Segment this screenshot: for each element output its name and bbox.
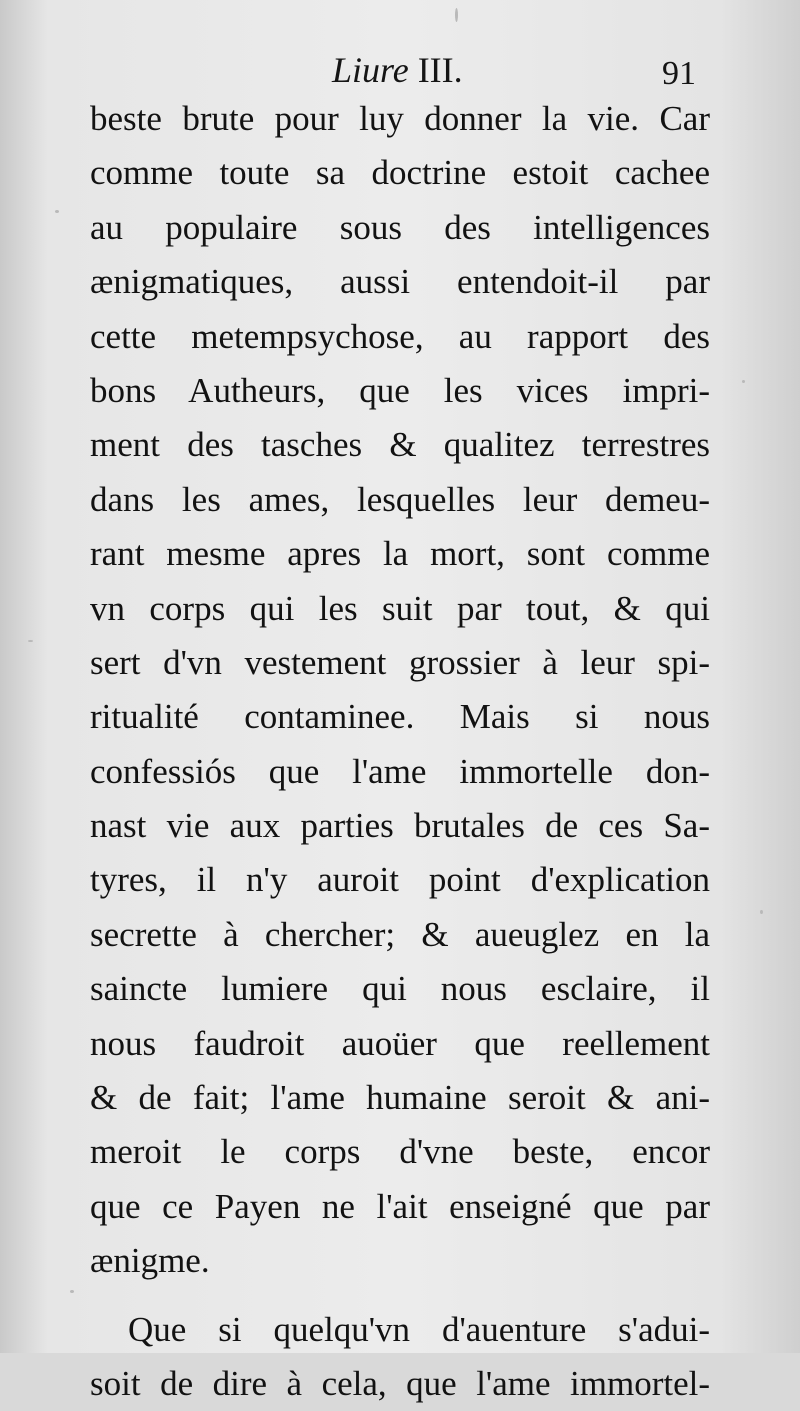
text-line: comme toute sa doctrine estoit cachee	[90, 153, 710, 193]
text-line: rant mesme apres la mort, sont comme	[90, 534, 710, 574]
text-line: que ce Payen ne l'ait enseigné que par	[90, 1186, 710, 1226]
paper-speck	[742, 380, 745, 383]
text-line: & de fait; l'ame humaine seroit & ani-	[90, 1078, 710, 1118]
text-line: cette metempsychose, au rapport des	[90, 316, 710, 356]
text-line: beste brute pour luy donner la vie. Car	[90, 99, 710, 138]
text-line: meroit le corps d'vne beste, encor	[90, 1132, 710, 1172]
running-title-book-word: Liure	[332, 50, 409, 90]
text-line: ritualité contaminee. Mais si nous	[90, 697, 710, 737]
text-line: confessiós que l'ame immortelle don-	[90, 751, 710, 791]
paragraph	[90, 92, 710, 1289]
paper-speck	[28, 640, 33, 642]
text-line: ænigmatiques, aussi entendoit-il par	[90, 262, 710, 302]
paper-speck	[55, 210, 59, 213]
text-line: dans les ames, lesquelles leur demeu-	[90, 479, 710, 519]
text-line: saincte lumiere qui nous esclaire, il	[90, 969, 710, 1009]
paragraph-gap	[90, 1289, 710, 1303]
text-line: ænigme.	[90, 1241, 210, 1281]
text-line: soit de dire à cela, que l'ame immortel-	[90, 1363, 710, 1403]
paragraph	[90, 1303, 710, 1411]
text-line: au populaire sous des intelligences	[90, 207, 710, 247]
page-header	[0, 44, 800, 96]
text-line: Que si quelqu'vn d'auenture s'adui-	[128, 1309, 710, 1349]
text-line: sert d'vn vestement grossier à leur spi-	[90, 642, 710, 682]
body-text	[90, 92, 710, 1411]
text-line: tyres, il n'y auroit point d'explication	[90, 860, 710, 900]
text-line: bons Autheurs, que les vices impri-	[90, 370, 710, 410]
text-line: vn corps qui les suit par tout, & qui	[90, 588, 710, 628]
paper-speck	[760, 910, 763, 914]
text-line: secrette à chercher; & aueuglez en la	[90, 914, 710, 954]
page-number: 91	[662, 55, 696, 92]
paper-speck	[70, 1290, 74, 1293]
text-line: ment des tasches & qualitez terrestres	[90, 425, 710, 465]
paper-speck	[455, 8, 458, 22]
running-title	[332, 44, 463, 96]
text-line: nous faudroit auoüer que reellement	[90, 1023, 710, 1063]
text-line: nast vie aux parties brutales de ces Sa-	[90, 806, 710, 846]
running-title-book-numeral: III.	[417, 50, 463, 90]
